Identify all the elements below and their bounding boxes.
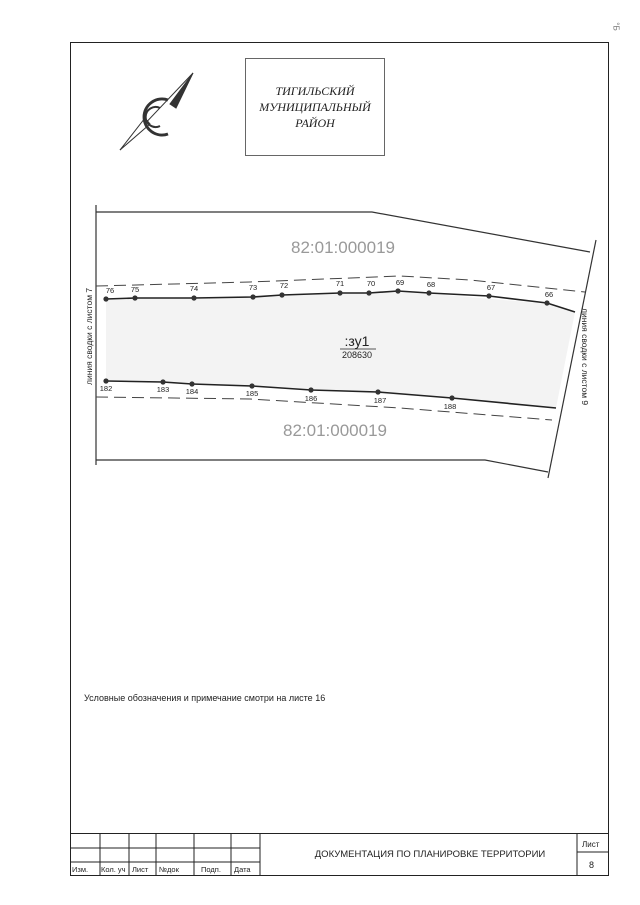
boundary-point-top-marker <box>366 290 371 295</box>
boundary-point-bottom-marker <box>449 395 454 400</box>
legend-note: Условные обозначения и примечание смотри на листе 16 <box>84 693 326 703</box>
boundary-point-top-marker <box>250 294 255 299</box>
block-boundary-bottom <box>96 460 548 472</box>
boundary-point-bottom-label: 185 <box>245 389 259 398</box>
boundary-point-top-marker <box>132 295 137 300</box>
cadastral-block-top-label: 82:01:000019 <box>291 238 395 257</box>
boundary-point-top-label: 75 <box>130 285 140 294</box>
boundary-point-top-label: 66 <box>544 290 554 299</box>
document-title: ДОКУМЕНТАЦИЯ ПО ПЛАНИРОВКЕ ТЕРРИТОРИИ <box>314 849 546 860</box>
sheet-label: Лист <box>582 840 600 849</box>
stamp-header-kol: Кол. уч <box>101 865 126 874</box>
boundary-point-top-marker <box>486 293 491 298</box>
stamp-header-list: Лист <box>132 865 149 874</box>
stamp-header-podp: Подп. <box>201 865 221 874</box>
boundary-point-top-label: 72 <box>279 281 289 290</box>
boundary-point-bottom-label: 187 <box>373 396 387 405</box>
parcel-label: :зу1 <box>344 333 370 349</box>
tie-line-right-label: линия сводки с листом 9 <box>580 308 590 406</box>
boundary-point-top-label: 74 <box>189 284 199 293</box>
title-block <box>70 833 609 876</box>
boundary-point-bottom-marker <box>189 381 194 386</box>
boundary-point-top-label: 76 <box>105 286 115 295</box>
boundary-point-top-marker <box>191 295 196 300</box>
parcel-area: 208630 <box>341 350 373 360</box>
stamp-header-data: Дата <box>234 865 251 874</box>
sheet-number: 8 <box>589 860 595 870</box>
boundary-point-bottom-label: 182 <box>99 384 113 393</box>
boundary-point-top-marker <box>279 292 284 297</box>
boundary-point-bottom-marker <box>375 389 380 394</box>
boundary-point-top-marker <box>544 300 549 305</box>
stamp-header-ndok: №док <box>159 865 179 874</box>
tie-line-left-label: линия сводки с листом 7 <box>84 287 94 385</box>
boundary-point-top-marker <box>426 290 431 295</box>
stamp-header-izm: Изм. <box>72 865 89 874</box>
district-title: ТИГИЛЬСКИЙ МУНИЦИПАЛЬНЫЙ РАЙОН <box>259 84 371 130</box>
boundary-point-bottom-label: 186 <box>304 394 318 403</box>
boundary-point-bottom-label: 184 <box>185 387 199 396</box>
boundary-point-top-marker <box>395 288 400 293</box>
corner-mark: °Б <box>611 22 621 31</box>
boundary-point-top-label: 71 <box>335 279 345 288</box>
boundary-point-top-label: 67 <box>486 283 496 292</box>
boundary-point-bottom-label: 188 <box>443 402 457 411</box>
boundary-point-top-label: 70 <box>366 279 376 288</box>
boundary-point-bottom-marker <box>249 383 254 388</box>
boundary-point-top-marker <box>103 296 108 301</box>
boundary-point-bottom-marker <box>308 387 313 392</box>
boundary-point-bottom-label: 183 <box>156 385 170 394</box>
boundary-point-bottom-marker <box>160 379 165 384</box>
boundary-point-bottom-marker <box>103 378 108 383</box>
boundary-point-top-label: 73 <box>248 283 258 292</box>
cadastral-block-bottom-label: 82:01:000019 <box>283 421 387 440</box>
boundary-point-top-label: 69 <box>395 278 405 287</box>
boundary-point-top-marker <box>337 290 342 295</box>
boundary-point-top-label: 68 <box>426 280 436 289</box>
